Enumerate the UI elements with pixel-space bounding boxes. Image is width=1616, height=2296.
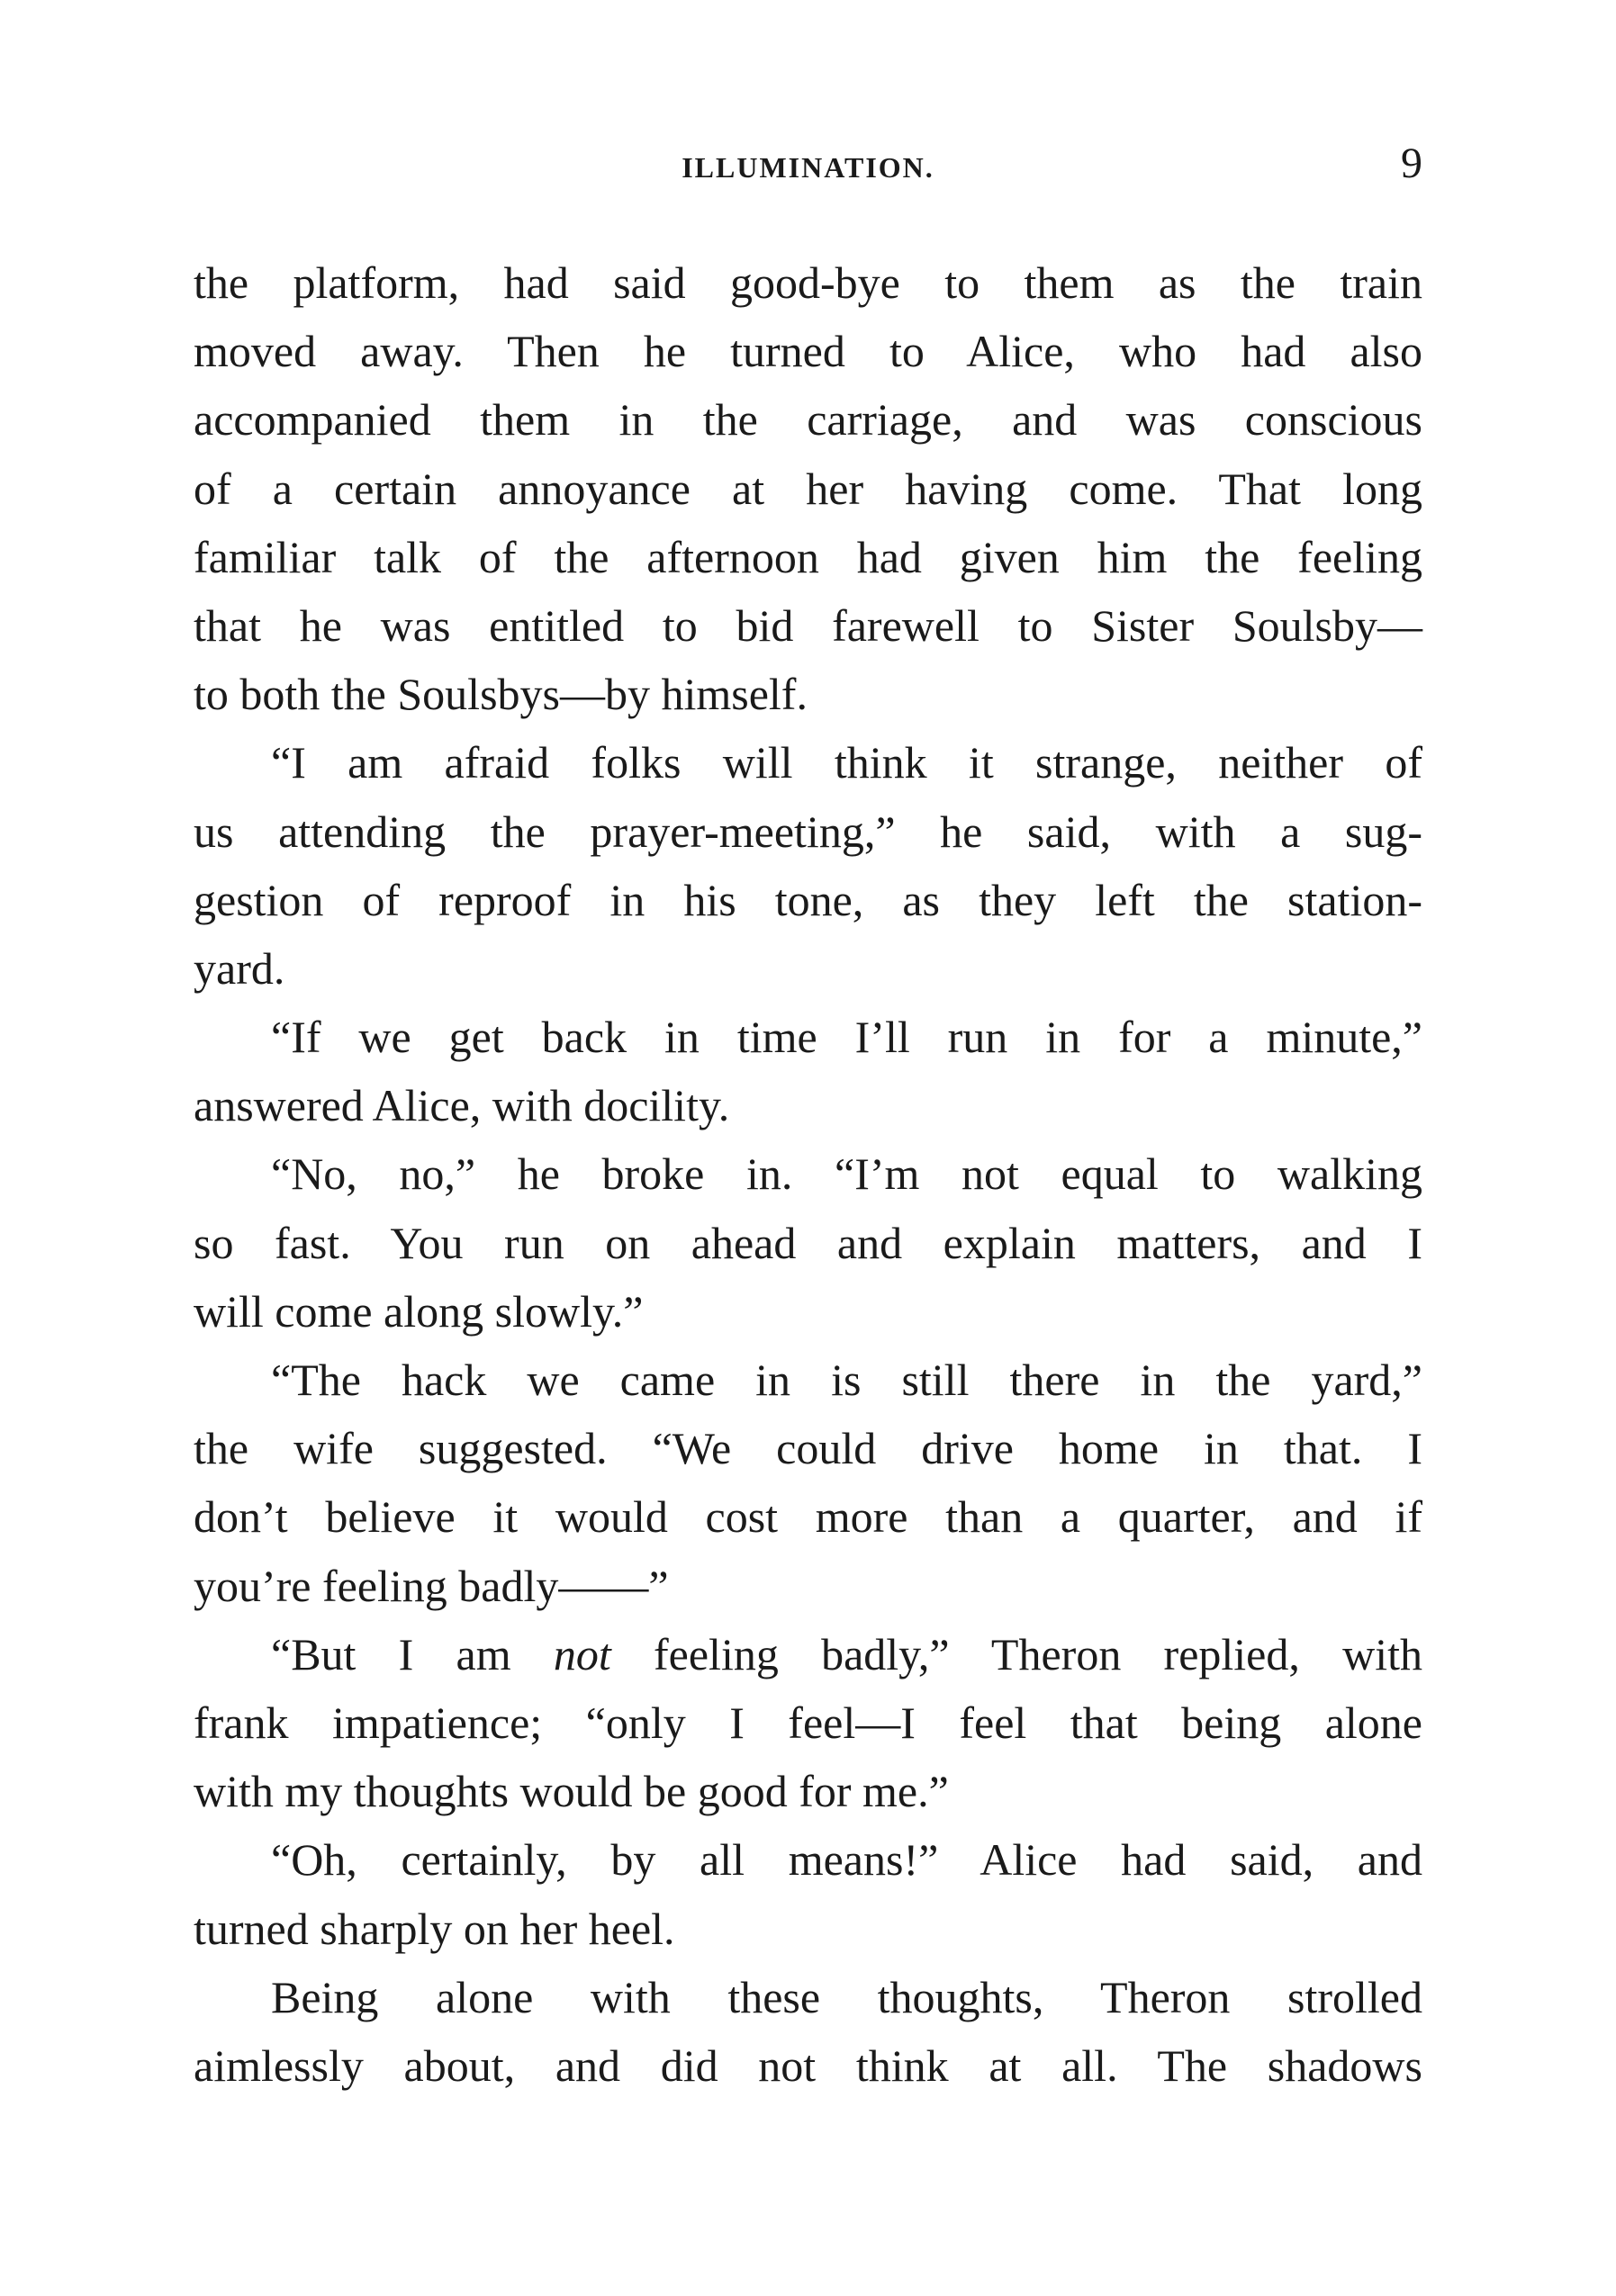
text-line: to both the Soulsbys—by himself. bbox=[194, 669, 808, 720]
text-line: Being alone with these thoughts, Theron strolled bbox=[271, 1971, 1422, 2022]
text-line: us attending the prayer-meeting,” he said, with a sug- bbox=[194, 806, 1422, 857]
text-line: will come along slowly.” bbox=[194, 1285, 644, 1337]
text-line: gestion of reproof in his tone, as they left the station- bbox=[194, 874, 1422, 925]
text-line bbox=[194, 1620, 1422, 1688]
page-number: 9 bbox=[1401, 140, 1422, 187]
text-line: don’t believe it would cost more than a quarter, and if bbox=[194, 1491, 1422, 1543]
text-line: frank impatience; “only I feel—I feel that being alone bbox=[194, 1697, 1422, 1748]
text-line: turned sharply on her heel. bbox=[194, 1903, 675, 1954]
text-line: the wife suggested. “We could drive home in that. I bbox=[194, 1423, 1422, 1474]
text-line: so fast. You run on ahead and explain matters, and I bbox=[194, 1217, 1422, 1268]
text-line: of a certain annoyance at her having come. That long bbox=[194, 463, 1422, 514]
running-title: ILLUMINATION. bbox=[682, 151, 934, 184]
text-fragment: feeling badly,” Theron replied, with bbox=[610, 1628, 1422, 1679]
text-line: “I am afraid folks will think it strange, neither of bbox=[271, 737, 1422, 788]
text-line: answered Alice, with docility. bbox=[194, 1080, 730, 1131]
text-line: you’re feeling badly——” bbox=[194, 1560, 669, 1611]
text-line: familiar talk of the afternoon had given him the feeling bbox=[194, 531, 1422, 582]
emphasis-text: not bbox=[553, 1628, 611, 1679]
text-line: with my thoughts would be good for me.” bbox=[194, 1766, 949, 1817]
text-line: yard. bbox=[194, 942, 285, 994]
text-line: aimlessly about, and did not think at all. The shadows bbox=[194, 2039, 1422, 2091]
text-line: accompanied them in the carriage, and was conscious bbox=[194, 394, 1422, 446]
text-line: that he was entitled to bid farewell to Sister Soulsby— bbox=[194, 599, 1422, 651]
text-line: “Oh, certainly, by all means!” Alice had said, and bbox=[271, 1834, 1422, 1886]
text-line: “The hack we came in is still there in the yard,” bbox=[271, 1355, 1422, 1405]
text-line: “No, no,” he broke in. “I’m not equal to walking bbox=[271, 1148, 1422, 1200]
book-page bbox=[194, 135, 1422, 2205]
text-line: the platform, had said good-bye to them as the train bbox=[194, 257, 1422, 308]
text-fragment: “But I am bbox=[271, 1628, 554, 1679]
text-line: moved away. Then he turned to Alice, who had also bbox=[194, 326, 1422, 377]
text-line: “If we get back in time I’ll run in for a minute,” bbox=[271, 1012, 1422, 1063]
running-head bbox=[194, 135, 1422, 207]
body-text bbox=[194, 248, 1422, 2100]
